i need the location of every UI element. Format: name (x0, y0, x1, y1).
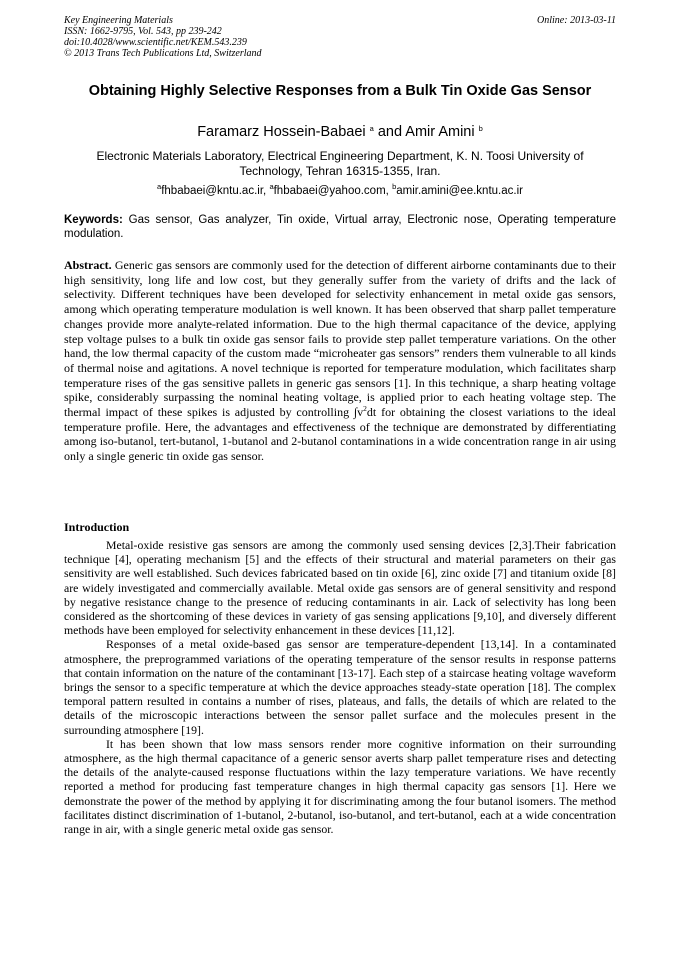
body-paragraph: Responses of a metal oxide-based gas sensor are temperature-dependent [13,14]. In a contaminated atmosphere, the preprogrammed variations of the operating temperature of the sensor results in response patterns that contain information on the nature of the contaminant [13-17]. Each step of a staircase heating voltage waveform brings the sensor to a specific temperature at which the device approaches steady-state operation [18]. The complex temporal pattern resulted in contains a number of rises, plateaus, and falls, the details of which are related to the details of the microscopic interactions between the sensor pallet surface and the molecules present in the surrounding atmosphere [19]. (64, 637, 616, 737)
email-list (64, 184, 616, 198)
author-list (64, 124, 616, 141)
email-mark: a (269, 182, 274, 191)
abstract-text: Generic gas sensors are commonly used for the detection of different airborne contaminants due to their high sensitivity, long life and low cost, but they generally suffer from the variety of drifts and the lack of selectivity. Different techniques have been developed for selectivity enhancement in metal oxide gas sensors, among which operating temperature modulation is well known. It has been observed that sharp pallet temperature changes provide more analyte-related information. Due to the high thermal capacitance of the device, applying step voltage pulses to a bulk tin oxide gas sensor fails to provide step pallet temperature variations. On the other hand, the low thermal capacity of the custom made “microheater gas sensors” renders them vulnerable to all kinds of thermal noise and agitations. A novel technique is reported for temperature modulation, which facilitates sharp temperature rises of the gas sensitive pallets in generic gas sensors [1]. In this technique, a sharp heating voltage spike, considerably surpassing the nominal heating voltage, is applied prior to each heating voltage step. The thermal impact of these spikes is adjusted by controlling (64, 258, 617, 420)
keywords-text: Gas sensor, Gas analyzer, Tin oxide, Virtual array, Electronic nose, Operating temperature modulation. (64, 214, 616, 240)
integral-differential: dt (366, 405, 377, 420)
journal-name: Key Engineering Materials (64, 15, 173, 26)
email-address[interactable]: amir.amini@ee.kntu.ac.ir (396, 185, 523, 197)
paper-title: Obtaining Highly Selective Responses from a Bulk Tin Oxide Gas Sensor (88, 83, 592, 99)
doi-line: doi:10.4028/www.scientific.net/KEM.543.239 (64, 37, 247, 48)
email-address[interactable]: fhbabaei@yahoo.com, (273, 185, 389, 197)
journal-header (64, 15, 616, 59)
email-mark: a (157, 182, 162, 191)
author-name: Faramarz Hossein-Babaei (197, 124, 366, 140)
body-paragraph: Metal-oxide resistive gas sensors are among the commonly used sensing devices [2,3].Their fabrication technique [4], operating mechanism [5] and the effects of their structural and material parameters on their gas sensitivity are well established. Such devices fabricated based on tin oxide [6], zinc oxide [7] and titanium oxide [8] are widely investigated and commercially available. Metal oxide gas sensors are of general sensitivity and respond by negative resistance change to the presence of reducing contaminants in air. Lack of selectivity has long been considered as the shortcoming of these devices in variety of gas sensing applications [9,10], and diversely different methods have been employed for selectivity enhancement in these devices [11,12]. (64, 538, 616, 638)
affiliation-mark: a (369, 124, 374, 133)
keywords-block (64, 213, 616, 241)
abstract-block (64, 258, 616, 464)
integral-exponent: 2 (363, 404, 367, 414)
issn-line: ISSN: 1662-9795, Vol. 543, pp 239-242 (64, 26, 222, 37)
affiliation: Electronic Materials Laboratory, Electrical Engineering Department, K. N. Toosi University of Technology, Tehran 16315-1355, Iran. (96, 149, 584, 178)
author-name: Amir Amini (405, 124, 475, 140)
integral-variable: v (357, 405, 364, 420)
author-joiner: and (377, 124, 403, 140)
body-paragraph: It has been shown that low mass sensors render more cognitive information on their surrounding atmosphere, as the high thermal capacitance of a generic sensor averts sharp pallet temperature rises and detecting the details of the analyte-caused response fluctuations within the lazy temperature variations. We have recently reported a method for producing fast temperature changes in high thermal capacity gas sensors [1]. Here we demonstrate the power of the method by applying it for discriminating among the four butanol isomers. The method facilitates distinct discrimination of 1-butanol, 2-butanol, iso-butanol, and tert-butanol, each at a wide concentration range in air, with a single generic metal oxide gas sensor. (64, 736, 616, 837)
keywords-label: Keywords: (64, 214, 123, 226)
email-mark: b (392, 182, 397, 191)
integral-symbol: ∫ (353, 405, 358, 420)
integral-expression (354, 405, 376, 419)
email-address[interactable]: fhbabaei@kntu.ac.ir, (161, 185, 267, 197)
copyright-line: © 2013 Trans Tech Publications Ltd, Switzerland (64, 48, 262, 59)
introduction-heading: Introduction (64, 520, 130, 534)
abstract-text: for obtaining the closest variations to the ideal temperature profile. Here, the advantages and effectiveness of the technique are demonstrated by differentiating among iso-butanol, tert-butanol, 1-butanol and 2-butanol contaminations in a wide concentration range in air using only a single generic tin oxide gas sensor. (64, 405, 616, 464)
affiliation-mark: b (478, 124, 483, 133)
online-date: Online: 2013-03-11 (537, 15, 616, 26)
introduction-body (64, 538, 616, 836)
abstract-label: Abstract. (64, 258, 112, 272)
